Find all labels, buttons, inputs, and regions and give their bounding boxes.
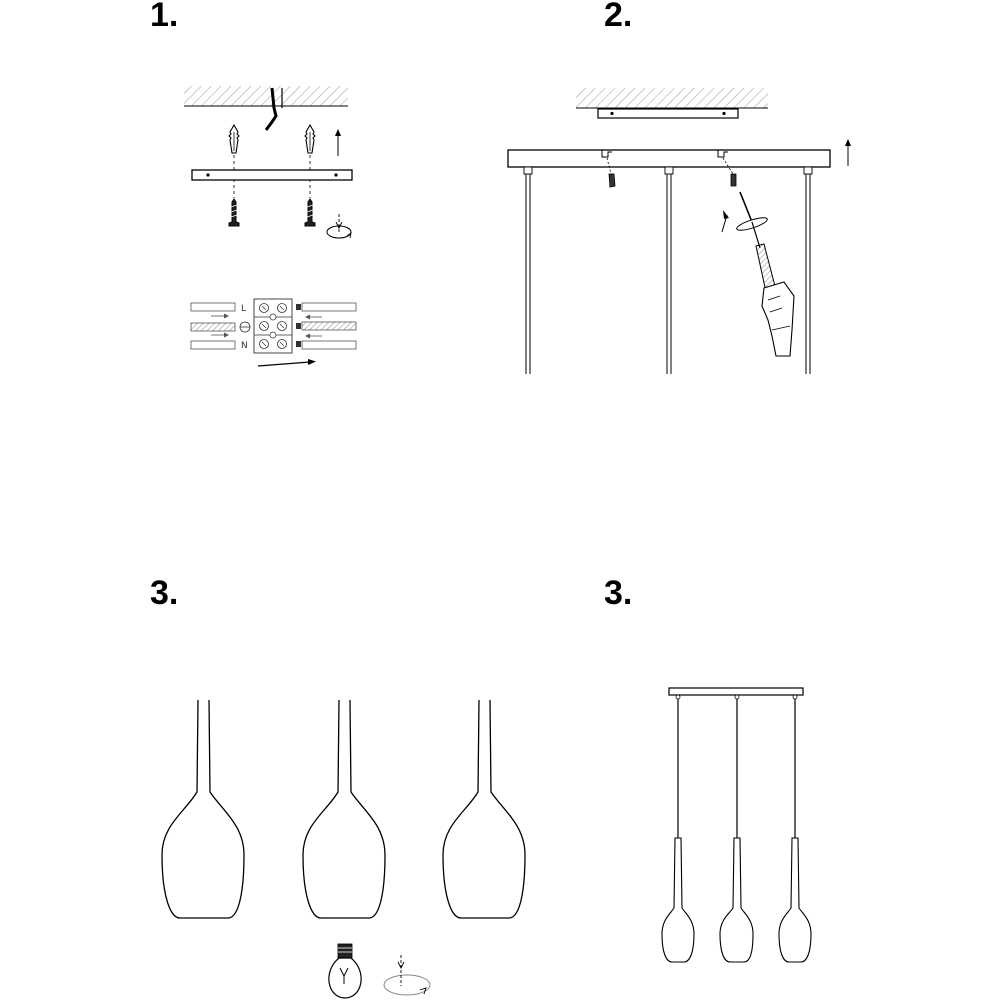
mounting-bracket [192,170,352,180]
mounting-bracket-fixed [598,109,738,118]
step-3-assembled-pendant [662,688,811,962]
canopy-screw-left [609,174,615,187]
wall-plug-right [305,125,315,153]
wire-earth-out [302,322,356,330]
wire-neutral-in [191,341,235,349]
glass-shade-right [443,700,525,918]
step-2-number: 2. [604,0,633,34]
glass-shade-left [162,700,244,918]
step-3-number-lampshades: 3. [150,574,179,612]
wire-earth-in [191,323,235,331]
rotate-bulb-icon [384,955,430,995]
screw-left [229,199,239,226]
pendant-lamp-left [662,838,694,962]
hand-icon [762,282,794,356]
step-1-number: 1. [150,0,179,34]
screw-right [305,199,315,226]
ceiling-hatch [184,86,348,106]
pendant-lamp-right [779,838,811,962]
push-direction-arrow [258,362,310,366]
earth-symbol-icon [240,322,250,332]
ceiling-canopy [508,150,830,167]
canopy-screw-right [731,174,736,186]
pendant-lamp-middle [720,838,753,962]
assembled-canopy [669,688,803,695]
step-1-mounting-illustration [184,86,352,238]
terminal-block-wiring [191,299,356,366]
rotate-screwdriver-icon [327,214,351,238]
screwdriver-icon [736,192,776,292]
wire-live-out [302,303,356,311]
wire-live-in [191,303,235,311]
wall-plug-left [229,125,239,153]
step-2-canopy-illustration [508,88,851,374]
wire-neutral-out [302,341,356,349]
terminal-label-live: L [241,304,247,314]
step-3-lampshades [162,700,525,998]
step-3-number-assembled: 3. [604,574,633,612]
terminal-label-neutral: N [241,341,248,351]
light-bulb-icon [329,944,361,998]
glass-shade-middle [303,700,385,918]
ceiling-hatch-2 [576,88,768,108]
